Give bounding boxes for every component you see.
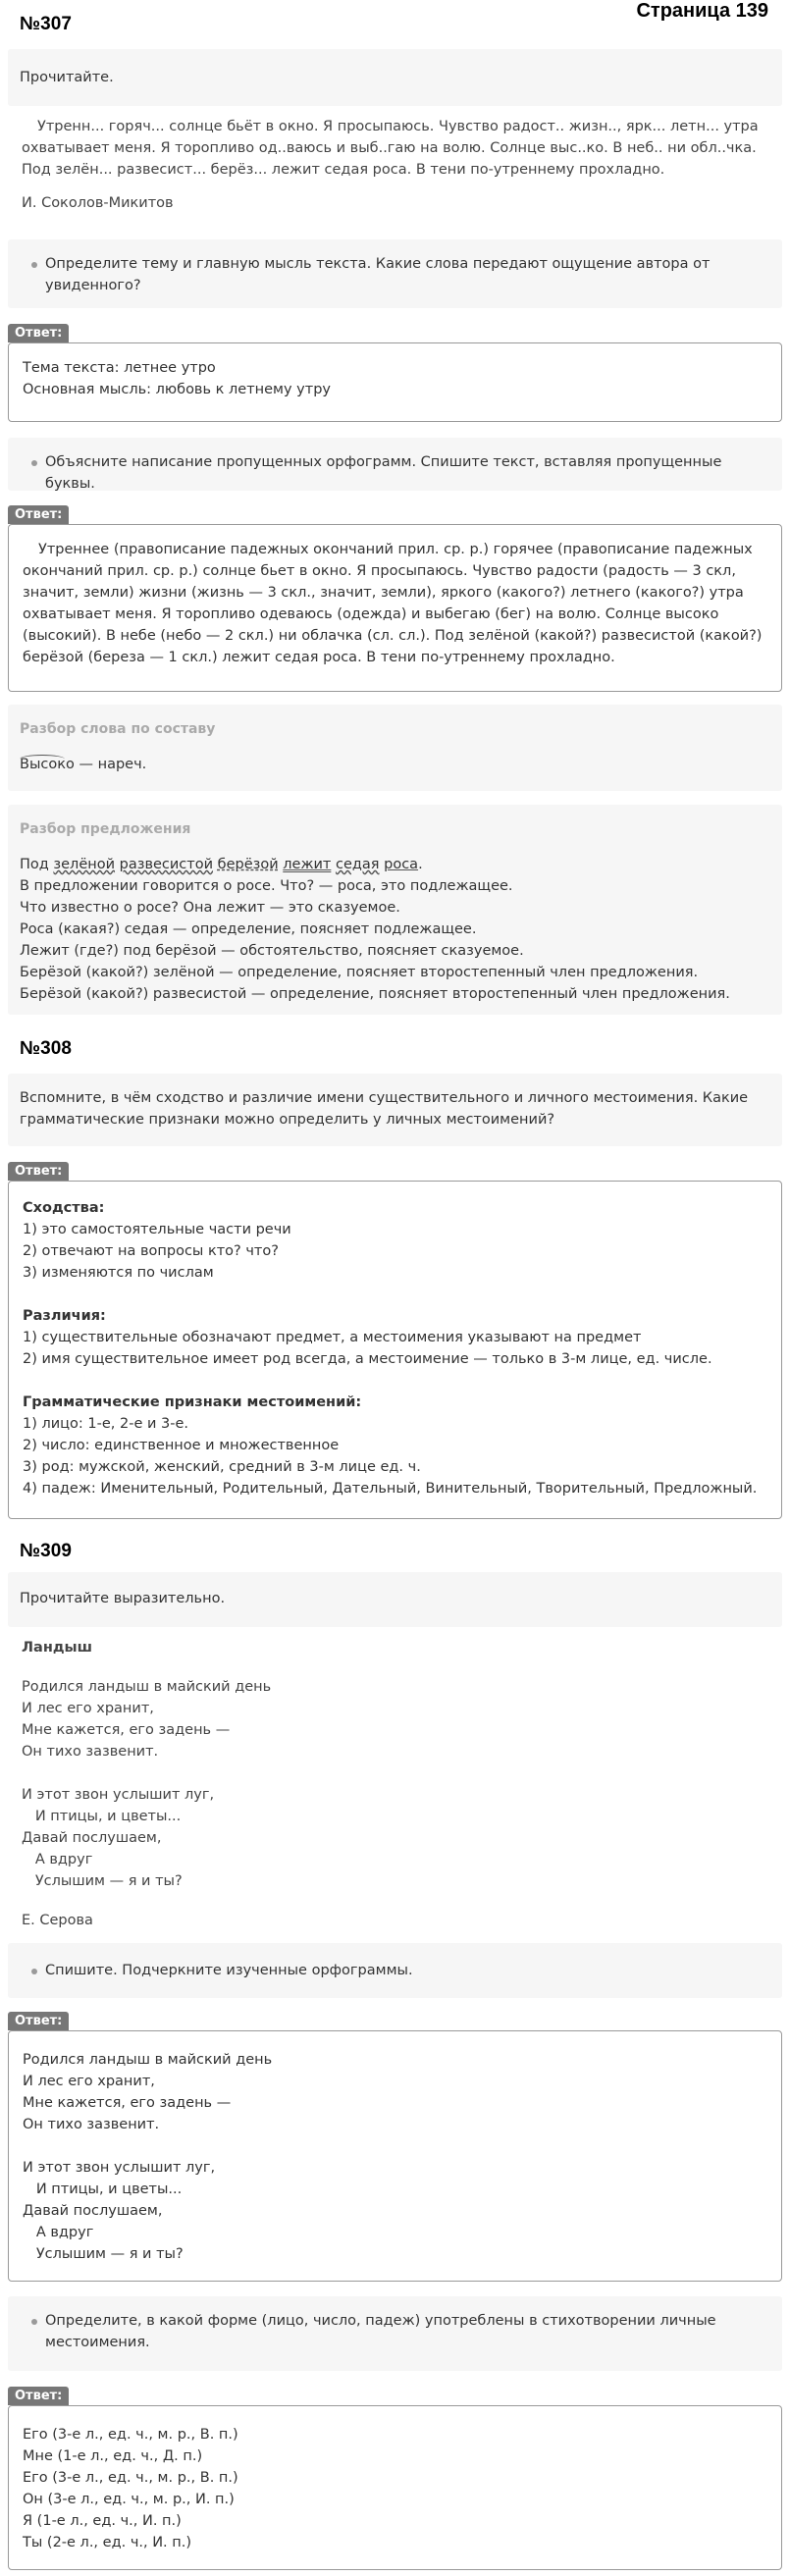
- answer-line: 2) отвечают на вопросы кто? что?: [23, 1243, 279, 1259]
- answer-line: 3) род: мужской, женский, средний в 3-м лице ед. ч.: [23, 1459, 421, 1475]
- sentence-word: развесистой: [119, 857, 214, 872]
- answer-line: 1) это самостоятельные части речи: [23, 1222, 291, 1237]
- poem-answer-text: И лес его хранит,: [23, 2074, 155, 2089]
- poem-answer-text: Он тихо зазвенит.: [23, 2117, 160, 2132]
- ex309-question-2-text: Определите, в какой форме (лицо, число, падеж) употреблены в стихотворении личные местоимения.: [20, 2310, 770, 2353]
- answer-line: Тема текста: летнее утро: [23, 360, 216, 376]
- poem-answer-line: [23, 2243, 767, 2265]
- poem-line: Мне кажется, его задень —: [22, 1722, 231, 1738]
- sentence-word: лежит: [283, 857, 332, 872]
- word-analysis-rest: — нареч.: [74, 757, 147, 772]
- answer-line: Он (3-е л., ед. ч., м. р., И. п.): [23, 2492, 235, 2507]
- grammar-features-heading: Грамматические признаки местоимений:: [23, 1394, 362, 1410]
- ex309-answer-2: [8, 2405, 782, 2570]
- sentence-analysis-line: Берёзой (какой?) зелёной — определение, поясняет второстепенный член предложения.: [20, 965, 699, 980]
- ex307-answer-2: [8, 524, 782, 692]
- answer-line: 1) существительные обозначают предмет, а местоимения указывают на предмет: [23, 1330, 642, 1345]
- ex308-answer: [8, 1181, 782, 1519]
- ex307-question-1-text: Определите тему и главную мысль текста. Какие слова передают ощущение автора от увиденного?: [20, 253, 770, 296]
- ex309-question-1: [8, 1943, 782, 1998]
- sentence-word: Под: [20, 857, 54, 872]
- ex307-read-task-text: Прочитайте.: [20, 70, 114, 85]
- poem-line: Он тихо зазвенит.: [22, 1744, 159, 1760]
- sentence-word: роса: [384, 857, 419, 872]
- ex309-read-task-text: Прочитайте выразительно.: [20, 1591, 226, 1606]
- poem-answer-line: [23, 2200, 767, 2222]
- answer-line: Основная мысль: любовь к летнему утру: [23, 382, 331, 397]
- similarities-heading: Сходства:: [23, 1200, 105, 1216]
- poem-answer-text: И птицы, и цветы...: [23, 2182, 183, 2197]
- poem-answer-line: [23, 2222, 767, 2243]
- ex307-question-2-text: Объясните написание пропущенных орфограмм. Спишите текст, вставляя пропущенные буквы.: [20, 451, 770, 495]
- poem-answer-text: И этот звон услышит луг,: [23, 2160, 216, 2176]
- ex307-read-task: [8, 49, 782, 106]
- answer-line: Его (3-е л., ед. ч., м. р., В. п.): [23, 2427, 238, 2443]
- sentence-analysis-card: [8, 805, 782, 1015]
- answer-line: 2) имя существительное имеет род всегда, а местоимение — только в 3-м лице, ед. числе.: [23, 1351, 712, 1367]
- ex307-answer-2-text: Утреннее (правописание падежных окончаний прил. ср. р.) горячее (правописание падежных окончаний прил. ср. р.) солнце бьет в окно. Я просыпаюсь. Чувство радости (радость — 3 скл, значит, земли) жизни (жизнь — 3 скл., значит, земли), яркого (какого?) летнего (какого?) утра охватывает меня. Я торопливо одеваюсь (одежда) и выбегаю (бег) на волю. Солнце высоко (высокий). В небе (небо — 2 скл.) ни облачка (сл. сл.). Под зелёной (какой?) развесистой (какой?) берёзой (береза — 1 скл.) лежит седая роса. В тени по-утреннему прохладно.: [23, 542, 763, 665]
- word-analysis-line: [20, 754, 770, 775]
- word-analysis-word: Высоко: [20, 754, 75, 775]
- ex309-read-task: [8, 1572, 782, 1627]
- answer-line: Его (3-е л., ед. ч., м. р., В. п.): [23, 2470, 238, 2486]
- ex309-question-1-text: Спишите. Подчеркните изученные орфограммы.: [20, 1960, 770, 1981]
- sentence-word: берёзой: [217, 857, 279, 872]
- sentence-analysis-sentence: Под зелёной развесистой берёзой лежит седая роса.: [20, 857, 423, 872]
- sentence-analysis-title: Разбор предложения: [20, 821, 191, 837]
- poem-answer-line: [23, 2114, 767, 2135]
- poem-line: А вдруг: [22, 1852, 93, 1867]
- exercise-309-number: №309: [20, 1541, 72, 1561]
- ex308-task: [8, 1074, 782, 1146]
- poem-title: Ландыш: [22, 1640, 93, 1656]
- exercise-307-number: №307: [20, 14, 72, 34]
- ex307-author: И. Соколов-Микитов: [22, 195, 174, 211]
- sentence-analysis-line: Роса (какая?) седая — определение, поясняет подлежащее.: [20, 921, 477, 937]
- answer-label: Ответ:: [8, 2012, 69, 2030]
- sentence-analysis-line: Что известно о росе? Она лежит — это сказуемое.: [20, 900, 400, 916]
- answer-line: 3) изменяются по числам: [23, 1265, 214, 1281]
- poem-answer-line: [23, 2157, 767, 2179]
- poem-line: Родился ландыш в майский день: [22, 1679, 272, 1695]
- poem-answer-line: [23, 2071, 767, 2092]
- poem-answer-text: Мне кажется, его задень —: [23, 2095, 232, 2111]
- answer-line: Мне (1-е л., ед. ч., Д. п.): [23, 2448, 203, 2464]
- ex307-text: [22, 116, 769, 214]
- answer-label: Ответ:: [8, 324, 69, 342]
- answer-line: 4) падеж: Именительный, Родительный, Дательный, Винительный, Творительный, Предложный.: [23, 1481, 758, 1497]
- ex309-poem: [22, 1637, 767, 1931]
- sentence-word: зелёной: [53, 857, 116, 872]
- poem-line: Давай послушаем,: [22, 1830, 162, 1846]
- sentence-word: седая: [335, 857, 380, 872]
- answer-line: Ты (2-е л., ед. ч., И. п.): [23, 2535, 192, 2550]
- answer-label: Ответ:: [8, 505, 69, 524]
- ex307-question-1: [8, 239, 782, 308]
- ex307-answer-1: [8, 342, 782, 422]
- ex309-answer-1: [8, 2030, 782, 2282]
- poem-answer-text: Давай послушаем,: [23, 2203, 163, 2219]
- poem-answer-line: [23, 2092, 767, 2114]
- word-analysis-title: Разбор слова по составу: [20, 721, 216, 737]
- poem-answer-text: А вдруг: [23, 2225, 94, 2240]
- answer-line: 2) число: единственное и множественное: [23, 1438, 340, 1453]
- word-analysis-card: [8, 705, 782, 791]
- ex307-text-body: Утренн... горяч... солнце бьёт в окно. Я просыпаюсь. Чувство радост.. жизн.., ярк... летн... утра охватывает меня. Я торопливо од..ваюсь и выб..гаю на волю. Солнце выс..ко. В неб.. ни обл..чка. Под зелён... развесист... берёз... лежит седая роса. В тени по-утреннему прохладно.: [22, 119, 759, 178]
- ex309-question-2: [8, 2296, 782, 2371]
- sentence-analysis-line: Берёзой (какой?) развесистой — определение, поясняет второстепенный член предложения.: [20, 986, 730, 1002]
- poem-answer-line: [23, 2049, 767, 2071]
- answer-line: Я (1-е л., ед. ч., И. п.): [23, 2513, 182, 2529]
- poem-line: И этот звон услышит луг,: [22, 1787, 215, 1803]
- sentence-analysis-line: В предложении говорится о росе. Что? — роса, это подлежащее.: [20, 878, 513, 894]
- poem-author: Е. Серова: [22, 1913, 93, 1928]
- ex307-question-2: [8, 438, 782, 491]
- answer-label: Ответ:: [8, 2387, 69, 2405]
- differences-heading: Различия:: [23, 1308, 106, 1324]
- answer-label: Ответ:: [8, 1162, 69, 1181]
- answer-line: 1) лицо: 1-е, 2-е и 3-е.: [23, 1416, 189, 1432]
- page-number: Страница 139: [636, 0, 768, 22]
- poem-answer-text: Родился ландыш в майский день: [23, 2052, 273, 2068]
- poem-answer-line: [23, 2179, 767, 2200]
- poem-line: И птицы, и цветы...: [22, 1809, 182, 1824]
- poem-line: Услышим — я и ты?: [22, 1873, 183, 1889]
- ex308-task-text: Вспомните, в чём сходство и различие имени существительного и личного местоимения. Какие грамматические признаки можно определить у личных местоимений?: [20, 1090, 749, 1128]
- poem-line: И лес его хранит,: [22, 1701, 154, 1716]
- poem-answer-text: Услышим — я и ты?: [23, 2246, 184, 2262]
- sentence-analysis-line: Лежит (где?) под берёзой — обстоятельство, поясняет сказуемое.: [20, 943, 524, 959]
- exercise-308-number: №308: [20, 1038, 72, 1059]
